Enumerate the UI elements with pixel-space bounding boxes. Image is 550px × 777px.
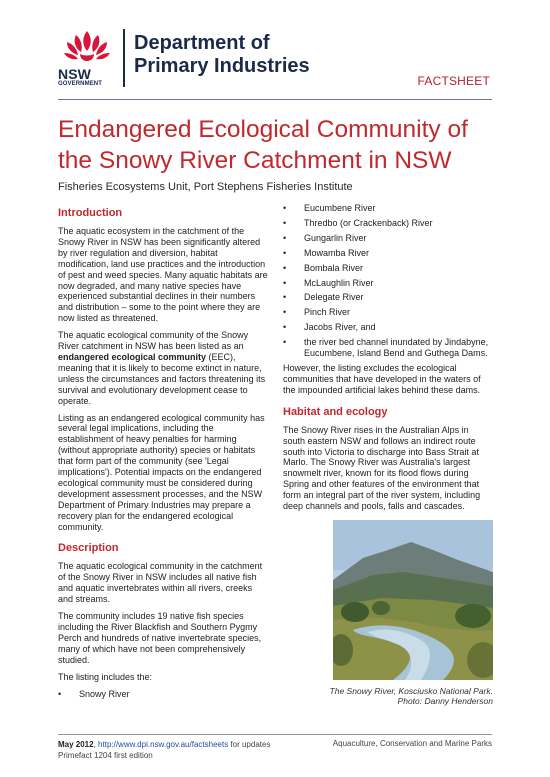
list-item	[283, 263, 493, 274]
description-paragraph-2: The community includes 19 native fish species including the River Blackfish and Southern Pygmy Perch and hundreds of native invertebrate species, many of which have not been comprehensively studied.	[58, 611, 262, 665]
footer-date: May 2012	[58, 740, 94, 749]
list-item	[283, 337, 493, 359]
footer-left	[58, 739, 318, 761]
header-divider	[123, 29, 125, 87]
department-line-1: Department of	[134, 32, 270, 54]
description-paragraph-3: The listing includes the:	[58, 671, 153, 682]
list-item-text: Eucumbene River	[304, 203, 376, 213]
footer-rule	[58, 734, 492, 735]
caption-line-2: Photo: Danny Henderson	[397, 696, 493, 706]
footer-separator: ,	[93, 740, 99, 749]
list-item	[283, 278, 493, 289]
header-rule	[58, 99, 492, 100]
bullet-glyph: •	[283, 277, 287, 288]
bullet-glyph: •	[283, 217, 287, 228]
list-item-text: Gungarlin River	[304, 232, 367, 243]
introduction-paragraph-1: The aquatic ecosystem in the catchment of the Snowy River in NSW has been significantly altered by river regulation and diversion, habitat modification, land use practices and the introduction of pest and weed species. Many aquatic habitats are now degraded, and many native species have experienced substantial declines in their numbers and distribution – some to the point where they are now listed as threatened.	[58, 226, 268, 324]
list-item	[283, 233, 493, 244]
document-subtitle: Fisheries Ecosystems Unit, Port Stephens Fisheries Institute	[58, 181, 353, 193]
snowy-river-photo	[333, 520, 493, 680]
bullet-glyph: •	[283, 292, 287, 303]
footer-url-suffix: for updates	[228, 740, 271, 749]
exclusion-paragraph: However, the listing excludes the ecological communities that have developed in the waters of the impounded artificial lakes behind these dams.	[283, 362, 481, 395]
left-column	[58, 207, 268, 703]
bullet-glyph: •	[283, 337, 287, 348]
introduction-heading: Introduction	[58, 207, 123, 219]
introduction-paragraph-3: Listing as an endangered ecological community has several legal implications, including the establishment of heavy penalties for harming (without appropriate authority) species or habitats that form part of the community (see 'Legal implications'). Potential impacts on the endangered ecological community must be considered during development assessment processes, and the NSW Department of Primary Industries may prepare a recovery plan for the endangered ecological community.	[58, 412, 265, 532]
bullet-glyph: •	[283, 247, 287, 258]
list-item	[283, 322, 493, 333]
factsheets-link[interactable]: http://www.dpi.nsw.gov.au/factsheets	[98, 740, 229, 749]
description-paragraph-1: The aquatic ecological community in the catchment of the Snowy River in NSW includes all native fish and aquatic invertebrates within all rivers, creeks and streams.	[58, 561, 263, 605]
list-item	[58, 689, 268, 700]
list-item-text: the river bed channel inundated by Jindabyne, Eucumbene, Island Bend and Guthega Dams.	[304, 337, 489, 359]
caption-line-1: The Snowy River, Kosciusko National Park.	[329, 686, 493, 696]
description-heading: Description	[58, 542, 119, 555]
list-item	[283, 248, 493, 259]
list-item	[283, 307, 493, 318]
logo-nsw-text: NSW	[58, 66, 91, 82]
factsheet-label: FACTSHEET	[417, 74, 490, 88]
bullet-glyph: •	[283, 322, 287, 333]
list-item-text: Thredbo (or Crackenback) River	[304, 217, 433, 228]
bullet-glyph: •	[58, 688, 62, 699]
listing-first-item	[58, 689, 268, 700]
list-item	[283, 203, 493, 214]
bullet-glyph: •	[283, 307, 287, 318]
right-column	[283, 203, 493, 518]
habitat-heading: Habitat and ecology	[283, 405, 388, 418]
bullet-glyph: •	[283, 203, 287, 213]
footer-primefact: Primefact 1204 first edition	[58, 751, 153, 760]
list-item-text: Jacobs River, and	[304, 322, 376, 333]
photo-caption	[283, 686, 493, 706]
list-item	[283, 218, 493, 229]
list-item-text: Mowamba River	[304, 247, 370, 258]
bullet-glyph: •	[283, 262, 287, 273]
list-item	[283, 292, 493, 303]
river-list	[283, 203, 493, 359]
logo-wordmark	[58, 68, 102, 87]
habitat-paragraph: The Snowy River rises in the Australian Alps in south eastern NSW and follows an indirect route south into Victoria to discharge into Bass Strait at Marlo. The Snowy River was Australia's largest snowmelt river, known for its flood flows during Spring and other features of the environment that form an integral part of the river system, including deep channels and pools, falls and cascades.	[283, 424, 481, 512]
introduction-paragraph-2	[58, 330, 268, 406]
intro-p2-bold: endangered ecological community	[58, 351, 207, 362]
intro-p2-part-c: (EEC), meaning that it is likely to become extinct in nature, unless the circumstances and factors threatening its survival and evolutionary development cease to operate.	[58, 351, 266, 406]
list-item-text: Snowy River	[79, 688, 130, 699]
department-name	[134, 32, 310, 78]
list-item-text: Pinch River	[304, 307, 351, 318]
document-title: Endangered Ecological Community of the Snowy River Catchment in NSW	[58, 116, 468, 174]
logo-government-text: GOVERNMENT	[58, 81, 103, 87]
footer-line-1	[58, 739, 318, 750]
intro-p2-part-a: The aquatic ecological community of the Snowy River catchment in NSW has been listed as an	[58, 330, 249, 352]
list-item-text: McLaughlin River	[304, 277, 374, 288]
department-line-2: Primary Industries	[134, 55, 310, 77]
list-item-text: Delegate River	[304, 292, 364, 303]
bullet-glyph: •	[283, 232, 287, 243]
list-item-text: Bombala River	[304, 262, 364, 273]
footer-division: Aquaculture, Conservation and Marine Parks	[332, 739, 492, 748]
